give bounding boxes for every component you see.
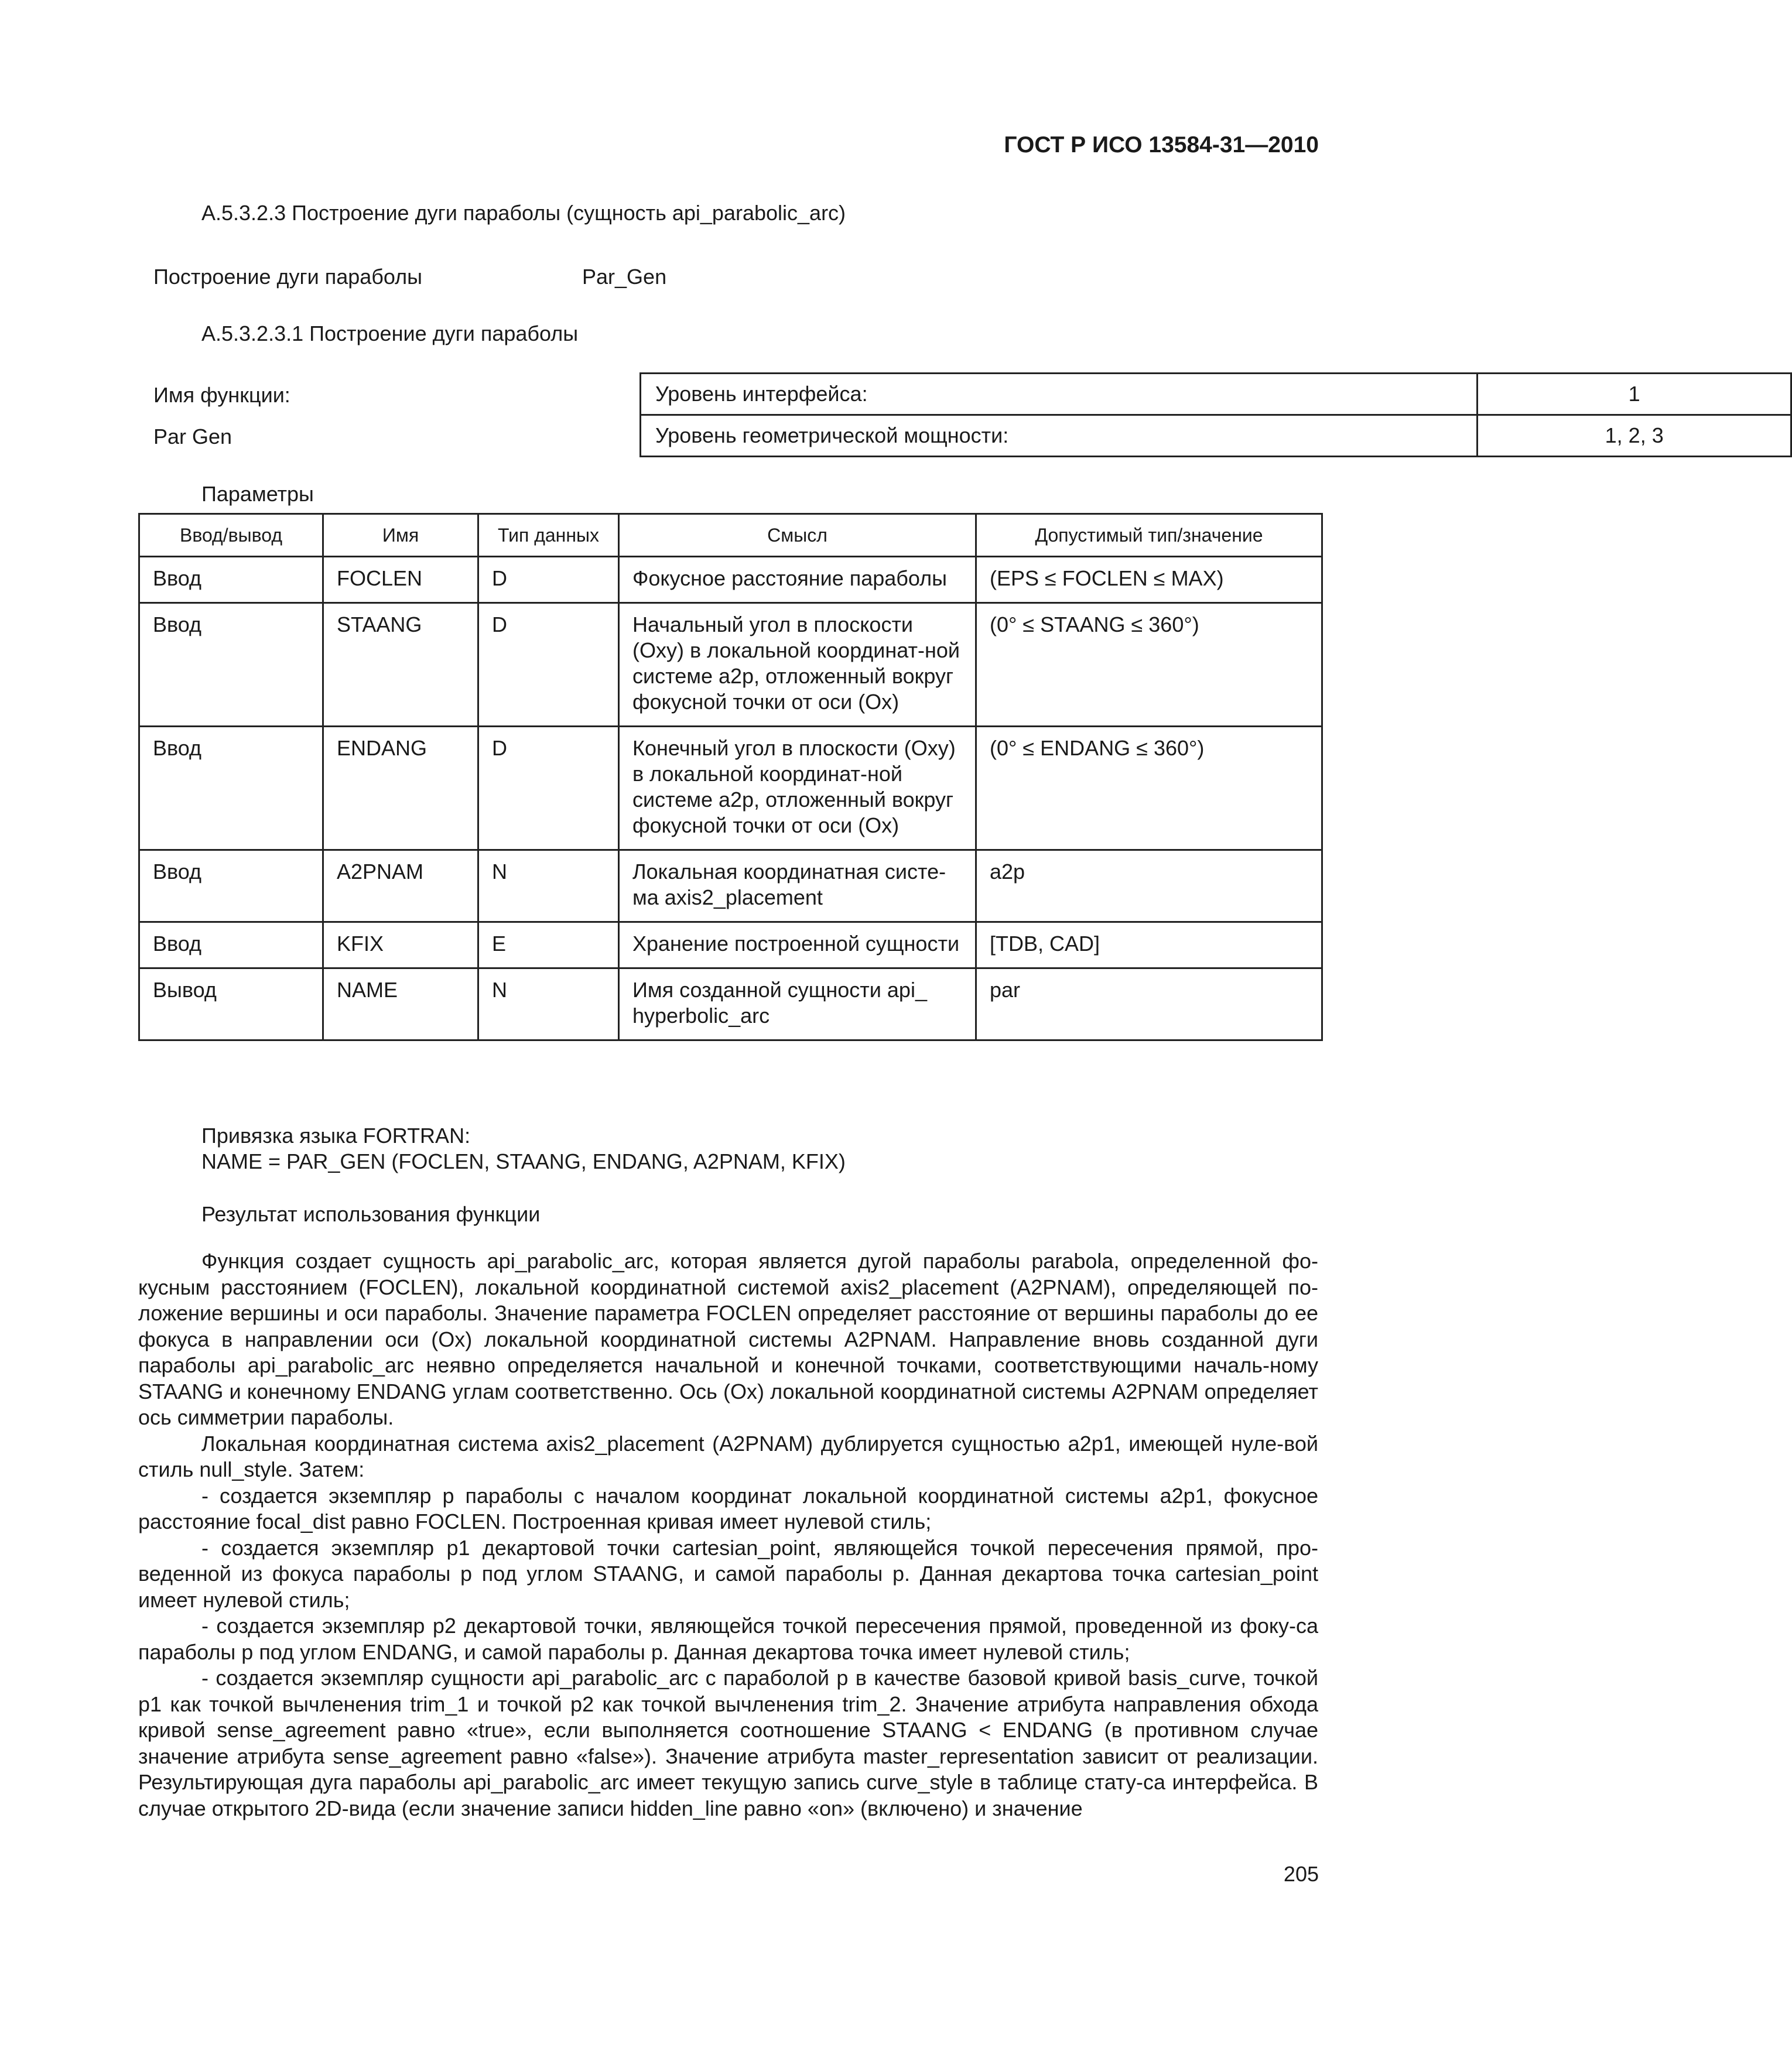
cell-type: N <box>478 850 619 922</box>
cell-io: Ввод <box>139 603 323 727</box>
interface-value: 1 <box>1478 374 1791 415</box>
cell-name: STAANG <box>323 603 478 727</box>
cell-meaning: Конечный угол в плоскости (Oxy) в локальной координат-ной системе a2p, отложенный вокруг фокусной точки от оси (Ox) <box>619 727 976 850</box>
cell-allowed: (EPS ≤ FOCLEN ≤ MAX) <box>976 557 1322 603</box>
cell-name: ENDANG <box>323 727 478 850</box>
cell-allowed: a2p <box>976 850 1322 922</box>
table-row <box>139 968 1322 1040</box>
cell-io: Ввод <box>139 850 323 922</box>
result-label: Результат использования функции <box>201 1202 541 1226</box>
build-code: Par_Gen <box>582 265 667 289</box>
paragraph: - создается экземпляр p1 декартовой точки cartesian_point, являющейся точкой пересечения прямой, про-веденной из фокуса параболы p под углом STAANG, и самой параболы p. Данная декартова точка cartesian_point имеет нулевой стиль; <box>138 1535 1318 1612</box>
cell-type: E <box>478 922 619 968</box>
cell-meaning: Начальный угол в плоскости (Oxy) в локальной координат-ной системе a2p, отложенный вокруг фокусной точки от оси (Ox) <box>619 603 976 727</box>
cell-io: Вывод <box>139 968 323 1040</box>
paragraph: - создается экземпляр p параболы с началом координат локальной координатной системы a2p1, фокусное расстояние focal_dist равно FOCLEN. Построенная кривая имеет нулевой стиль; <box>138 1483 1318 1533</box>
section-title: А.5.3.2.3 Построение дуги параболы (сущность api_parabolic_arc) <box>201 201 846 225</box>
fortran-label: Привязка языка FORTRAN: <box>201 1124 471 1148</box>
interface-label: Уровень интерфейса: <box>641 374 1478 415</box>
column-header: Допустимый тип/значение <box>976 514 1322 557</box>
function-name: Par Gen <box>153 425 232 449</box>
cell-type: D <box>478 557 619 603</box>
cell-io: Ввод <box>139 557 323 603</box>
page-number: 205 <box>1283 1862 1319 1886</box>
cell-allowed: par <box>976 968 1322 1040</box>
cell-meaning: Имя созданной сущности api_ hyperbolic_arc <box>619 968 976 1040</box>
cell-io: Ввод <box>139 727 323 850</box>
table-row <box>139 603 1322 727</box>
cell-meaning: Фокусное расстояние параболы <box>619 557 976 603</box>
table-header-row <box>139 514 1322 557</box>
column-header: Смысл <box>619 514 976 557</box>
fortran-call: NAME = PAR_GEN (FOCLEN, STAANG, ENDANG, A2PNAM, KFIX) <box>201 1149 846 1173</box>
paragraph: Функция создает сущность api_parabolic_arc, которая является дугой параболы parabola, определенной фо-кусным расстоянием (FOCLEN), локальной координатной системой axis2_placement (A2PNAM), определяющей по-ложение вершины и оси параболы. Значение параметра FOCLEN определяет расстояние от вершины параболы до ее фокуса в направлении оси (Ox) локальной координатной системы A2PNAM. Направление вновь созданной дуги параболы api_parabolic_arc неявно определяется начальной и конечной точками, соответствующими началь-ному STAANG и конечному ENDANG углам соответственно. Ось (Ox) локальной координатной системы A2PNAM определяет ось симметрии параболы. <box>138 1249 1318 1429</box>
table-row <box>139 850 1322 922</box>
cell-allowed: (0° ≤ STAANG ≤ 360°) <box>976 603 1322 727</box>
cell-type: D <box>478 603 619 727</box>
table-row <box>139 922 1322 968</box>
cell-meaning: Хранение построенной сущности <box>619 922 976 968</box>
cell-name: KFIX <box>323 922 478 968</box>
column-header: Имя <box>323 514 478 557</box>
table-row <box>139 557 1322 603</box>
params-label: Параметры <box>201 482 314 506</box>
cell-name: FOCLEN <box>323 557 478 603</box>
cell-type: N <box>478 968 619 1040</box>
paragraph: - создается экземпляр p2 декартовой точки, являющейся точкой пересечения прямой, проведенной из фоку-са параболы p под углом ENDANG, и самой параболы p. Данная декартова точка имеет нулевой стиль; <box>138 1614 1318 1664</box>
column-header: Ввод/вывод <box>139 514 323 557</box>
cell-io: Ввод <box>139 922 323 968</box>
document-id: ГОСТ Р ИСО 13584-31—2010 <box>1004 132 1319 158</box>
cell-type: D <box>478 727 619 850</box>
table-row <box>139 727 1322 850</box>
cell-allowed: (0° ≤ ENDANG ≤ 360°) <box>976 727 1322 850</box>
interface-label: Уровень геометрической мощности: <box>641 415 1478 457</box>
cell-name: A2PNAM <box>323 850 478 922</box>
cell-meaning: Локальная координатная систе-ма axis2_placement <box>619 850 976 922</box>
paragraph: Локальная координатная система axis2_placement (A2PNAM) дублируется сущностью a2p1, имеющей нуле-вой стиль null_style. Затем: <box>138 1431 1318 1481</box>
interface-row <box>641 374 1791 415</box>
subsection-title: А.5.3.2.3.1 Построение дуги параболы <box>201 321 579 345</box>
interface-value: 1, 2, 3 <box>1478 415 1791 457</box>
paragraph: - создается экземпляр сущности api_parabolic_arc с параболой p в качестве базовой кривой basis_curve, точкой p1 как точкой вычленения trim_1 и точкой p2 как точкой вычленения trim_2. Значение атрибута направления обхода кривой sense_agreement равно «true», если выполняется соотношение STAANG < ENDANG (в противном случае значение атрибута sense_agreement равно «false»). Значение атрибута master_representation зависит от реализации. Результирующая дуга параболы api_parabolic_arc имеет текущую запись curve_style в таблице стату-са интерфейса. В случае открытого 2D-вида (если значение записи hidden_line равно «on» (включено) и значение <box>138 1666 1318 1820</box>
cell-name: NAME <box>323 968 478 1040</box>
parameters-table <box>138 513 1323 1041</box>
function-name-label: Имя функции: <box>153 383 290 407</box>
interface-row <box>641 415 1791 457</box>
cell-allowed: [TDB, CAD] <box>976 922 1322 968</box>
body-text <box>138 1248 1318 1822</box>
interface-table <box>639 372 1792 457</box>
build-label: Построение дуги параболы <box>153 265 422 289</box>
column-header: Тип данных <box>478 514 619 557</box>
